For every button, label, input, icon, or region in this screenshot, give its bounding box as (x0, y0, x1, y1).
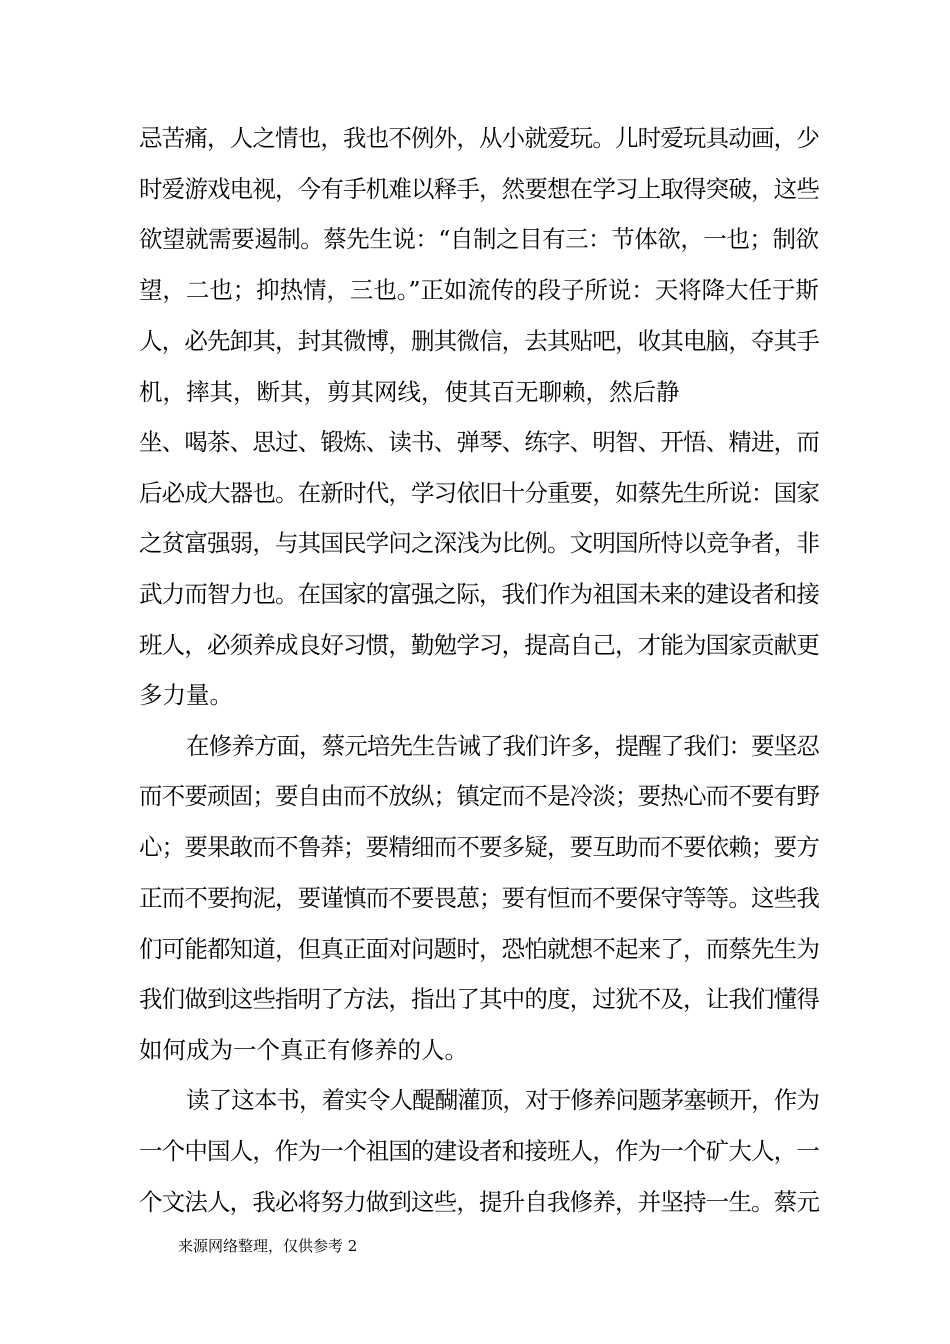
text-line: 班人，必须养成良好习惯，勤勉学习，提高自己，才能为国家贡献更 (139, 631, 819, 659)
text-line: 多力量。 (139, 681, 233, 709)
text-line: 后必成大器也。在新时代，学习依旧十分重要，如蔡先生所说：国家 (139, 479, 819, 507)
text-line: 心；要果敢而不鲁莽；要精细而不要多疑，要互助而不要依赖；要方 (139, 833, 819, 861)
text-line: 读了这本书，着实令人醍醐灌顶，对于修养问题茅塞顿开，作为 (186, 1086, 819, 1114)
text-line: 之贫富强弱，与其国民学问之深浅为比例。文明国所恃以竞争者，非 (139, 529, 819, 557)
text-line: 我们做到这些指明了方法，指出了其中的度，过犹不及，让我们懂得 (139, 985, 819, 1013)
text-line: 望，二也；抑热情，三也。”正如流传的段子所说：天将降大任于斯 (139, 276, 819, 304)
text-line: 如何成为一个真正有修养的人。 (139, 1036, 468, 1064)
page-footer: 来源网络整理，仅供参考 2 (178, 1237, 358, 1255)
text-line: 在修养方面，蔡元培先生告诫了我们许多，提醒了我们：要坚忍 (186, 732, 819, 760)
text-line: 正而不要拘泥，要谨慎而不要畏葸；要有恒而不要保守等等。这些我 (139, 884, 819, 912)
text-line: 时爱游戏电视，今有手机难以释手，然要想在学习上取得突破，这些 (139, 175, 819, 203)
text-line: 欲望就需要遏制。蔡先生说：“自制之目有三：节体欲，一也；制欲 (139, 225, 819, 253)
text-line: 坐、喝茶、思过、锻炼、读书、弹琴、练字、明智、开悟、精进，而 (139, 428, 819, 456)
text-line: 而不要顽固；要自由而不放纵；镇定而不是冷淡；要热心而不要有野 (139, 782, 819, 810)
text-line: 个文法人，我必将努力做到这些，提升自我修养，并坚持一生。蔡元 (139, 1188, 819, 1216)
text-line: 一个中国人，作为一个祖国的建设者和接班人，作为一个矿大人，一 (139, 1137, 819, 1165)
text-line: 们可能都知道，但真正面对问题时，恐怕就想不起来了，而蔡先生为 (139, 935, 819, 963)
text-line: 忌苦痛，人之情也，我也不例外，从小就爱玩。儿时爱玩具动画，少 (139, 124, 819, 152)
text-line: 机，摔其，断其，剪其网线，使其百无聊赖，然后静 (139, 378, 680, 406)
text-line: 人，必先卸其，封其微博，删其微信，去其贴吧，收其电脑，夺其手 (139, 327, 819, 355)
text-line: 武力而智力也。在国家的富强之际，我们作为祖国未来的建设者和接 (139, 580, 819, 608)
